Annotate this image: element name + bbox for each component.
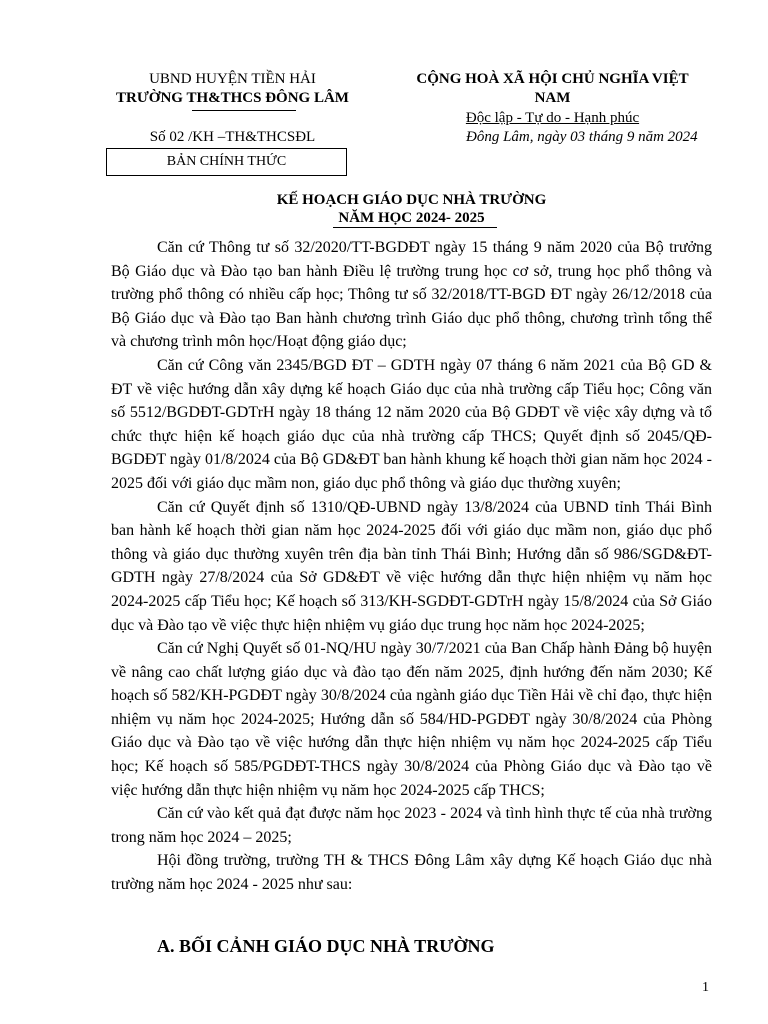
paragraph-council-statement: Hội đồng trường, trường TH & THCS Đông Lâm xây dựng Kế hoạch Giáo dục nhà trường năm học 2024 - 2025 như sau:	[111, 852, 712, 894]
official-copy-box: BẢN CHÍNH THỨC	[106, 148, 347, 176]
paragraph-legal-basis-2: Căn cứ Công văn 2345/BGD ĐT – GDTH ngày 07 tháng 6 năm 2021 của Bộ GD & ĐT về việc hướng dẫn xây dựng kế hoạch Giáo dục của nhà trường cấp Tiểu học; Công văn số 5512/BGDĐT-GDTrH ngày 18 tháng 12 năm 2020 của Bộ GDĐT về việc xây dựng và tổ chức thực hiện kế hoạch giáo dục của nhà trường cấp THCS; Quyết định số 2045/QĐ-BGDĐT ngày 01/8/2024 của Bộ GD&ĐT ban hành khung kế hoạch thời gian năm học 2024 - 2025 đối với giáo dục mầm non, giáo dục phổ thông và giáo dục thường xuyên;	[111, 356, 712, 492]
place-date: Đông Lâm, ngày 03 tháng 9 năm 2024	[466, 129, 698, 145]
paragraph-legal-basis-1: Căn cứ Thông tư số 32/2020/TT-BGDĐT ngày 15 tháng 9 năm 2020 của Bộ trưởng Bộ Giáo dục và Đào tạo ban hành Điều lệ trường trung học cơ sở, trung học phổ thông và trường phổ thông có nhiều cấp học; Thông tư số 32/2018/TT-BGD ĐT ngày 26/12/2018 của Bộ Giáo dục và Đào tạo Ban hành chương trình Giáo dục phổ thông, chương trình tổng thể và chương trình môn học/Hoạt động giáo dục;	[111, 239, 712, 351]
page-number: 1	[702, 980, 709, 995]
agency-name: UBND HUYỆN TIỀN HẢI	[149, 71, 316, 87]
school-name: TRƯỜNG TH&THCS ĐÔNG LÂM	[116, 90, 349, 106]
plan-title: KẾ HOẠCH GIÁO DỤC NHÀ TRƯỜNG	[276, 192, 547, 208]
section-heading-a: A. BỐI CẢNH GIÁO DỤC NHÀ TRƯỜNG	[157, 936, 495, 956]
school-underline	[192, 110, 296, 111]
nation-title-line1: CỘNG HOÀ XÃ HỘI CHỦ NGHĨA VIỆT	[416, 71, 689, 87]
motto: Độc lập - Tự do - Hạnh phúc	[465, 110, 640, 126]
document-number: Số 02 /KH –TH&THCSĐL	[149, 129, 316, 145]
document-body	[111, 236, 712, 897]
nation-title-line2: NAM	[534, 90, 571, 106]
school-year-title: NĂM HỌC 2024- 2025	[338, 210, 485, 226]
paragraph-legal-basis-4: Căn cứ Nghị Quyết số 01-NQ/HU ngày 30/7/2021 của Ban Chấp hành Đảng bộ huyện về nâng cao chất lượng giáo dục và đào tạo đến năm 2025, định hướng đến năm 2030; Kế hoạch số 582/KH-PGDĐT ngày 30/8/2024 của ngành giáo dục Tiền Hải về chỉ đạo, thực hiện nhiệm vụ năm học 2024-2025; Hướng dẫn số 584/HD-PGDĐT ngày 30/8/2024 của Phòng Giáo dục và Đào tạo về việc hướng dẫn thực hiện nhiệm vụ năm học 2024-2025 cấp Tiểu học; Kế hoạch số 585/PGDĐT-THCS ngày 30/8/2024 của Phòng Giáo dục và Đào tạo về việc hướng dẫn thực hiện nhiệm vụ năm học 2024-2025 cấp THCS;	[111, 640, 712, 799]
paragraph-legal-basis-3: Căn cứ Quyết định số 1310/QĐ-UBND ngày 13/8/2024 của UBND tỉnh Thái Bình ban hành kế hoạch thời gian năm học 2024-2025 đối với giáo dục mầm non, giáo dục phổ thông và giáo dục thường xuyên trên địa bàn tỉnh Thái Bình; Hướng dẫn số 986/SGD&ĐT-GDTH ngày 27/8/2024 của Sở GD&ĐT về việc hướng dẫn thực hiện nhiệm vụ năm học 2024-2025 cấp Tiểu học; Kế hoạch số 313/KH-SGDĐT-GDTrH ngày 15/8/2024 của Sở Giáo dục và Đào tạo về việc thực hiện nhiệm vụ giáo dục trung học năm học 2024-2025;	[111, 498, 712, 634]
paragraph-results-basis: Căn cứ vào kết quả đạt được năm học 2023 - 2024 và tình hình thực tế của nhà trường trong năm học 2024 – 2025;	[111, 805, 712, 846]
title-underline	[333, 227, 497, 228]
